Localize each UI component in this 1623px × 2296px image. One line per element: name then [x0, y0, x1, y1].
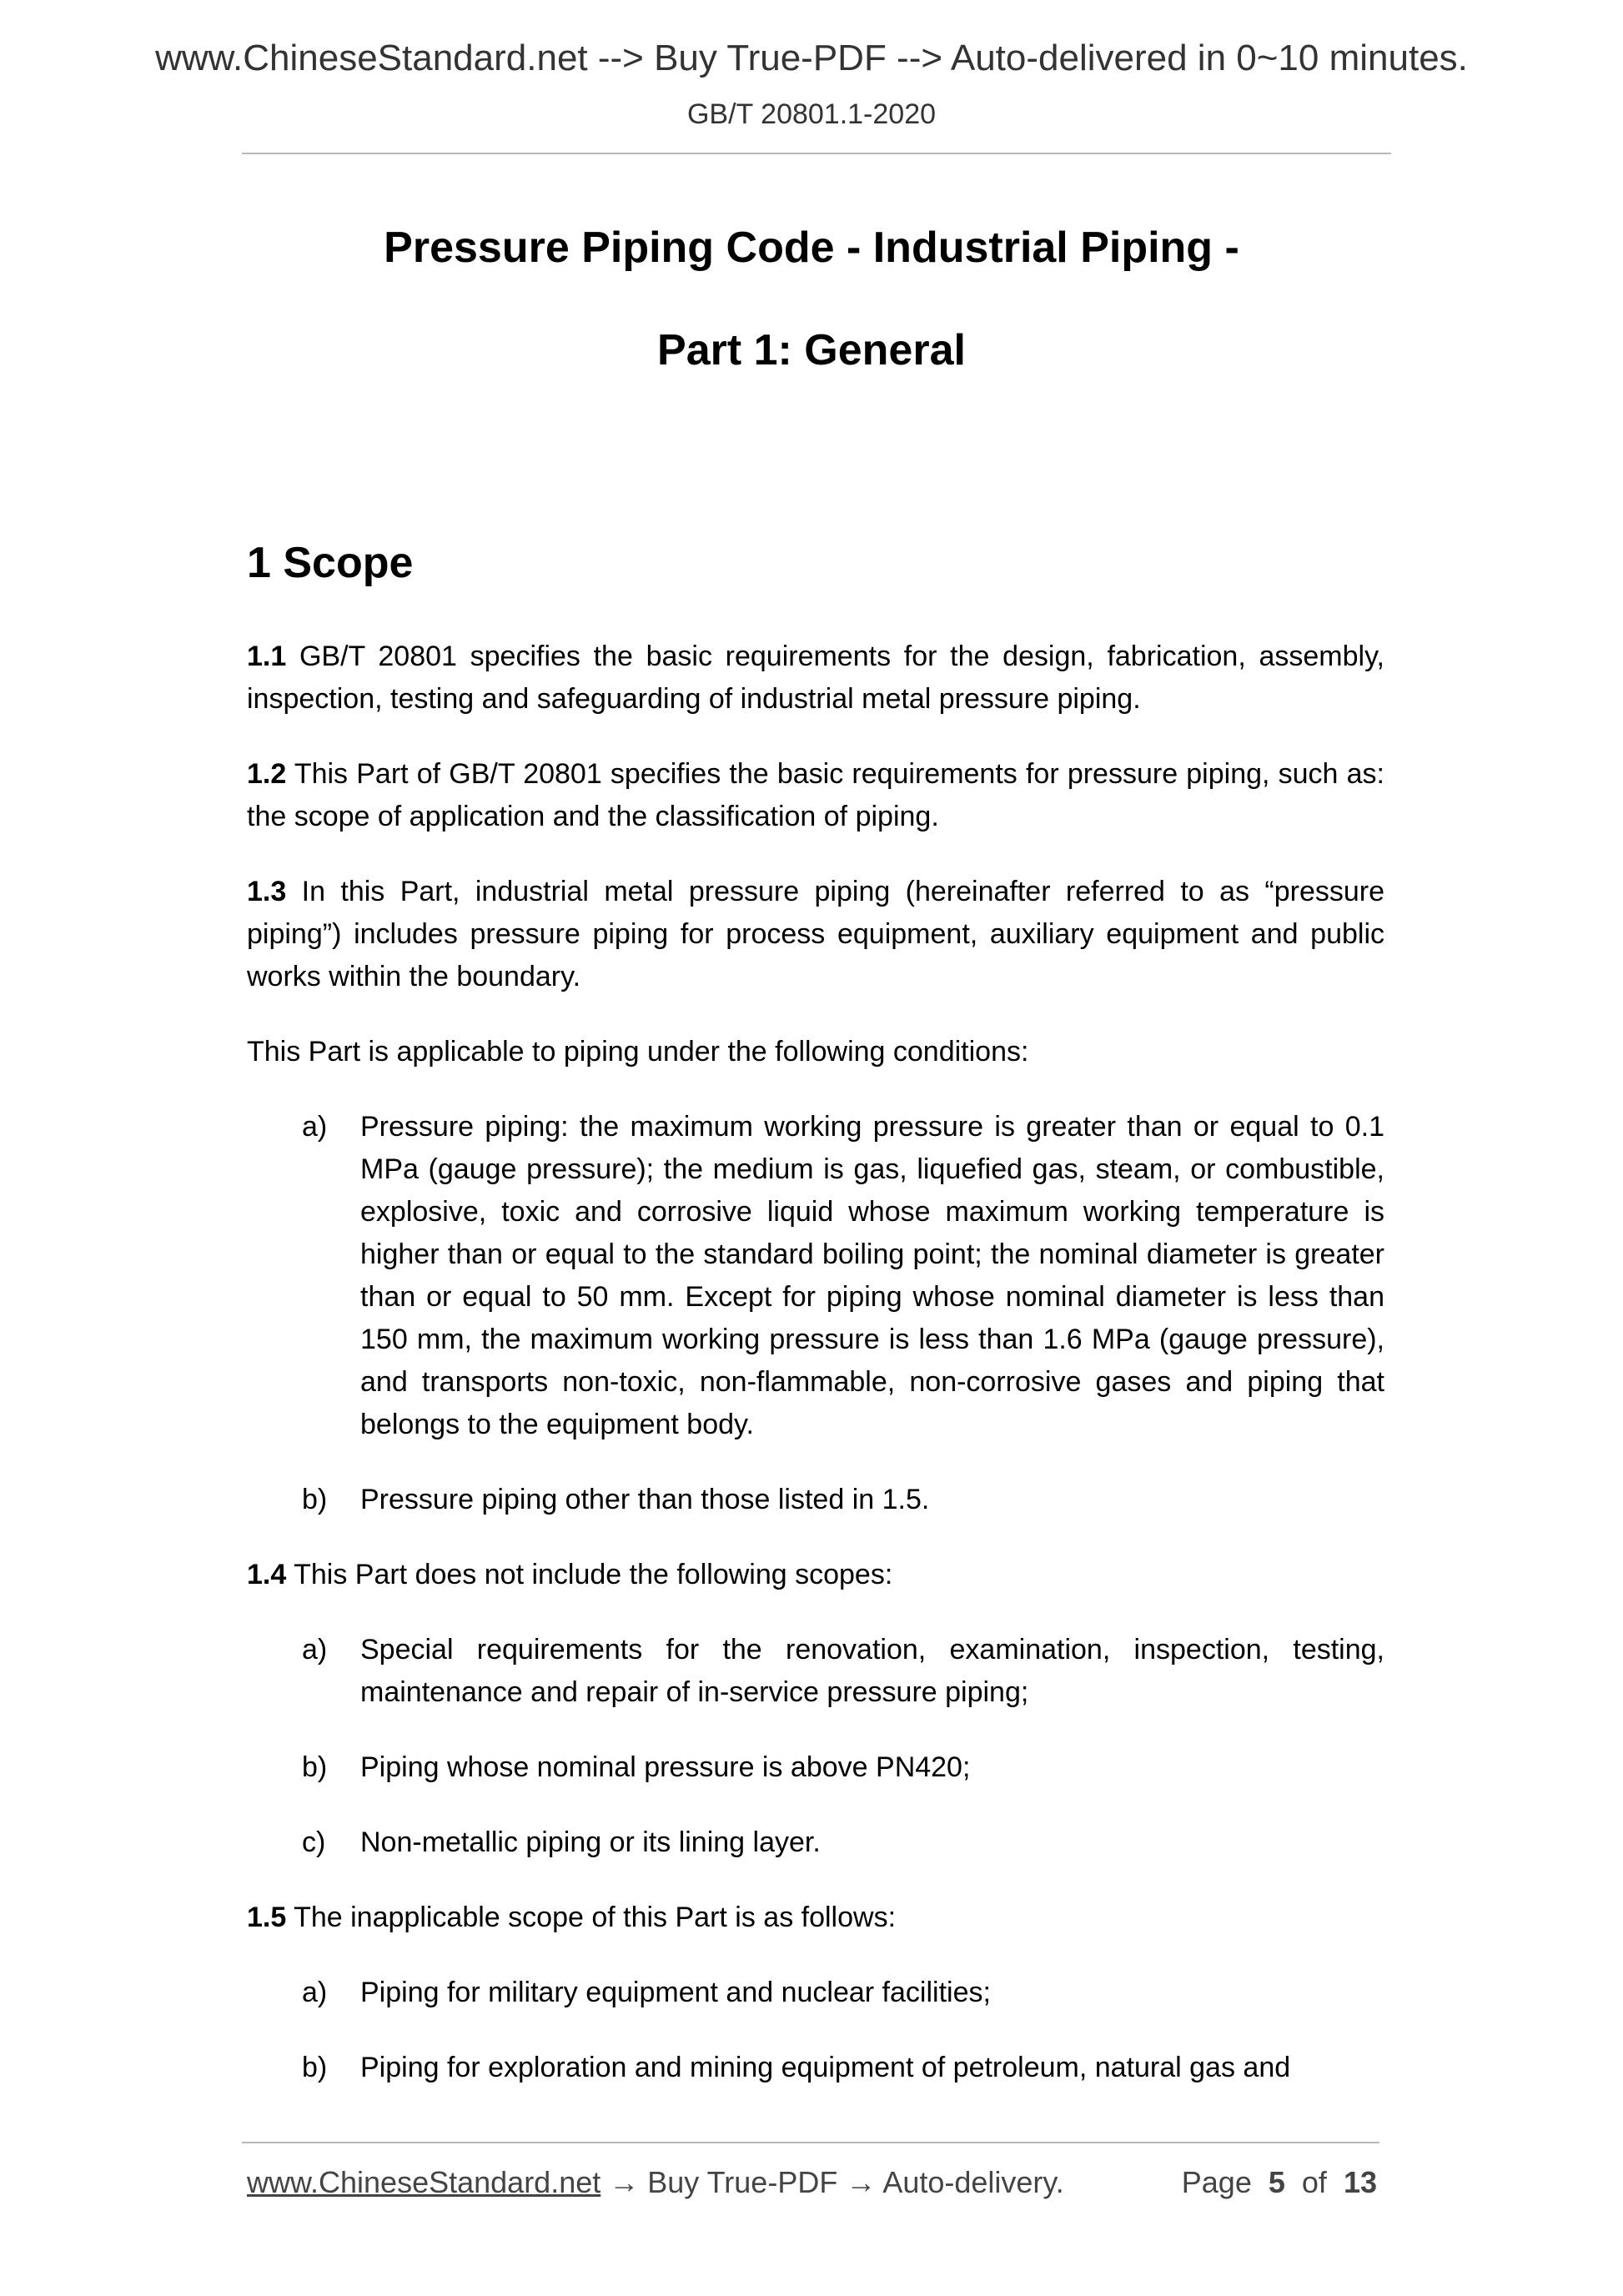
clause-text: GB/T 20801 specifies the basic requirements for the design, fabrication, assembly, inspection, testing and safeguarding of industrial metal pressure piping. [247, 641, 1384, 715]
page-indicator [1182, 2162, 1377, 2203]
list-text: Special requirements for the renovation, examination, inspection, testing, maintenance and repair of in-service pressure piping; [360, 1634, 1384, 1708]
clause-number: 1.4 [247, 1559, 287, 1590]
clause-number: 1.3 [247, 876, 287, 907]
footer-promo [247, 2162, 1064, 2203]
list-text: Pressure piping: the maximum working pressure is greater than or equal to 0.1 MPa (gauge pressure); the medium is gas, liquefied gas, steam, or combustible, explosive, toxic and corrosive liquid whose maximum working temperature is higher than or equal to the standard boiling point; the nominal diameter is greater than or equal to 50 mm. Except for piping whose nominal diameter is less than 150 mm, the maximum working pressure is less than 1.6 MPa (gauge pressure), and transports non-toxic, non-flammable, non-corrosive gases and piping that belongs to the equipment body. [360, 1111, 1384, 1440]
clause-1-1 [247, 636, 1384, 721]
clause-1-2 [247, 753, 1384, 838]
document-number: GB/T 20801.1-2020 [686, 98, 937, 130]
list-text: Pressure piping other than those listed in 1.5. [360, 1484, 930, 1515]
header-banner: www.ChineseStandard.net --> Buy True-PDF --> Auto-delivered in 0~10 minutes. [155, 38, 1468, 78]
list-item [247, 1972, 1384, 2014]
footer-divider [242, 2142, 1379, 2143]
clause-1-3 [247, 871, 1384, 998]
list-item [247, 1629, 1384, 1714]
document-subtitle: Part 1: General [657, 326, 966, 374]
list-label: a) [302, 1111, 328, 1143]
list-label: a) [302, 1977, 328, 2008]
list-item [247, 1106, 1384, 1446]
conditions-intro: This Part is applicable to piping under the following conditions: [247, 1036, 1029, 1068]
section-heading-scope: 1 Scope [247, 539, 414, 587]
clause-text: This Part of GB/T 20801 specifies the basic requirements for pressure piping, such as: the scope of application and the classification of piping. [247, 758, 1384, 832]
clause-number: 1.2 [247, 758, 287, 790]
page-word: Page [1181, 2165, 1252, 2199]
clause-1-5 [247, 1897, 1384, 1939]
clause-text: This Part does not include the following scopes: [286, 1559, 893, 1590]
list-label: a) [302, 1634, 328, 1665]
clause-number: 1.5 [247, 1902, 287, 1933]
list-text: Piping for exploration and mining equipment of petroleum, natural gas and [360, 2052, 1291, 2083]
footer-promo-text: → Buy True-PDF → Auto-delivery. [600, 2165, 1064, 2199]
list-item [247, 1821, 1384, 1864]
clause-number: 1.1 [247, 641, 287, 672]
list-label: b) [302, 1484, 328, 1515]
footer-website-link[interactable]: www.ChineseStandard.net [247, 2165, 601, 2199]
total-pages-number: 13 [1343, 2165, 1377, 2199]
list-item [247, 2047, 1384, 2089]
list-text: Piping for military equipment and nuclear facilities; [360, 1977, 991, 2008]
list-label: b) [302, 1751, 328, 1783]
header-divider [242, 153, 1391, 154]
body-content [247, 636, 1384, 2122]
list-text: Non-metallic piping or its lining layer. [360, 1826, 821, 1858]
clause-1-4 [247, 1554, 1384, 1596]
list-label: c) [302, 1826, 326, 1858]
list-item [247, 1746, 1384, 1789]
list-text: Piping whose nominal pressure is above PN420; [360, 1751, 971, 1783]
document-title: Pressure Piping Code - Industrial Piping - [384, 224, 1239, 272]
list-item [247, 1479, 1384, 1521]
of-word: of [1301, 2165, 1327, 2199]
clause-text: In this Part, industrial metal pressure piping (hereinafter referred to as “pressure piping”) includes pressure piping for process equipment, auxiliary equipment and public works within the boundary. [247, 876, 1384, 992]
clause-text: The inapplicable scope of this Part is as follows: [286, 1902, 897, 1933]
current-page-number: 5 [1268, 2165, 1285, 2199]
list-label: b) [302, 2052, 328, 2083]
